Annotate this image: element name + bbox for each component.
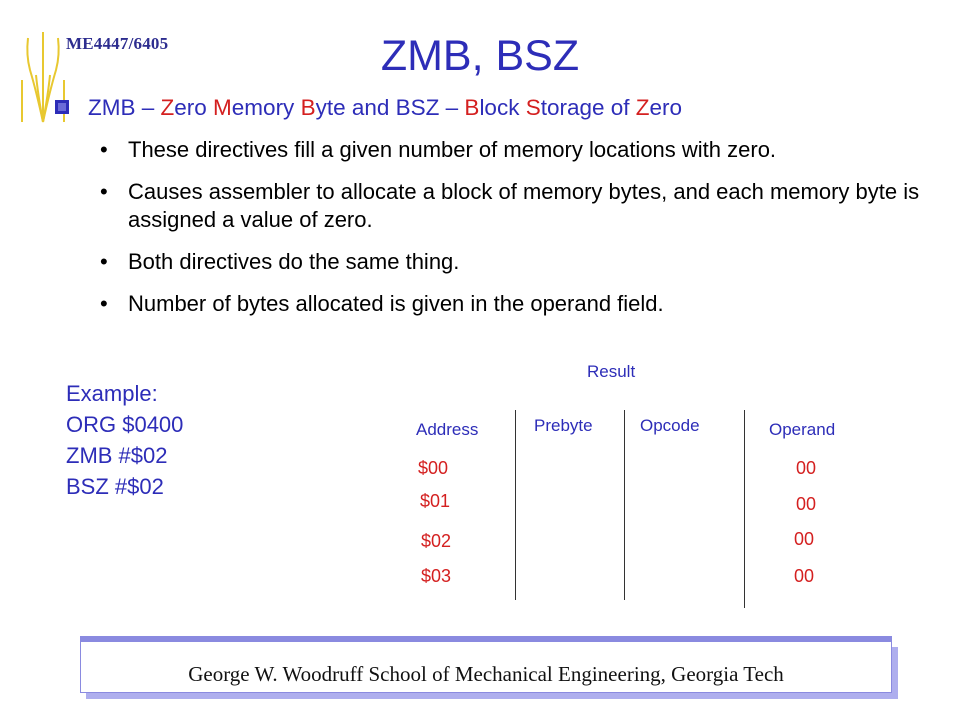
- header-operand: Operand: [769, 420, 836, 439]
- header-opcode: Opcode: [640, 416, 700, 435]
- course-code: ME4447/6405: [66, 34, 169, 53]
- bullet-dot-icon: •: [100, 137, 108, 162]
- operand-cell: 00: [796, 494, 817, 514]
- bullet-dot-icon: •: [100, 249, 108, 274]
- example-label: Example:: [66, 381, 158, 406]
- example-block: [66, 378, 183, 502]
- header-prebyte: Prebyte: [534, 416, 593, 435]
- slide-title: ZMB, BSZ: [380, 32, 580, 80]
- address-cell: $01: [420, 491, 451, 511]
- address-cell: $00: [418, 458, 449, 478]
- example-line: ZMB #$02: [66, 443, 168, 468]
- bullet-dot-icon: •: [100, 291, 108, 316]
- address-cell: $02: [421, 531, 452, 551]
- footer-text: George W. Woodruff School of Mechanical Engineering, Georgia Tech: [188, 662, 784, 686]
- square-bullet-icon: [55, 100, 69, 114]
- operand-cell: 00: [794, 566, 815, 586]
- bullet-item: • These directives fill a given number of memory locations with zero.: [100, 137, 777, 162]
- bullet-dot-icon: •: [100, 179, 108, 204]
- column-divider: [624, 410, 625, 600]
- example-line: BSZ #$02: [66, 474, 164, 499]
- example-line: ORG $0400: [66, 412, 184, 437]
- address-cell: $03: [421, 566, 452, 586]
- operand-cell: 00: [794, 529, 815, 549]
- bullet-list: [100, 136, 920, 332]
- operand-cell: 00: [796, 458, 817, 478]
- header-address: Address: [416, 420, 479, 439]
- bullet-item: • Causes assembler to allocate a block of memory bytes, and each memory byte is assigned a value of zero.: [100, 179, 920, 232]
- column-divider: [744, 410, 745, 608]
- main-heading: ZMB – Zero Memory Byte and BSZ – Block Storage of Zero: [88, 95, 683, 120]
- bullet-item: • Both directives do the same thing.: [100, 249, 460, 274]
- column-divider: [515, 410, 516, 600]
- result-title: Result: [587, 362, 636, 381]
- bullet-item: • Number of bytes allocated is given in the operand field.: [100, 291, 664, 316]
